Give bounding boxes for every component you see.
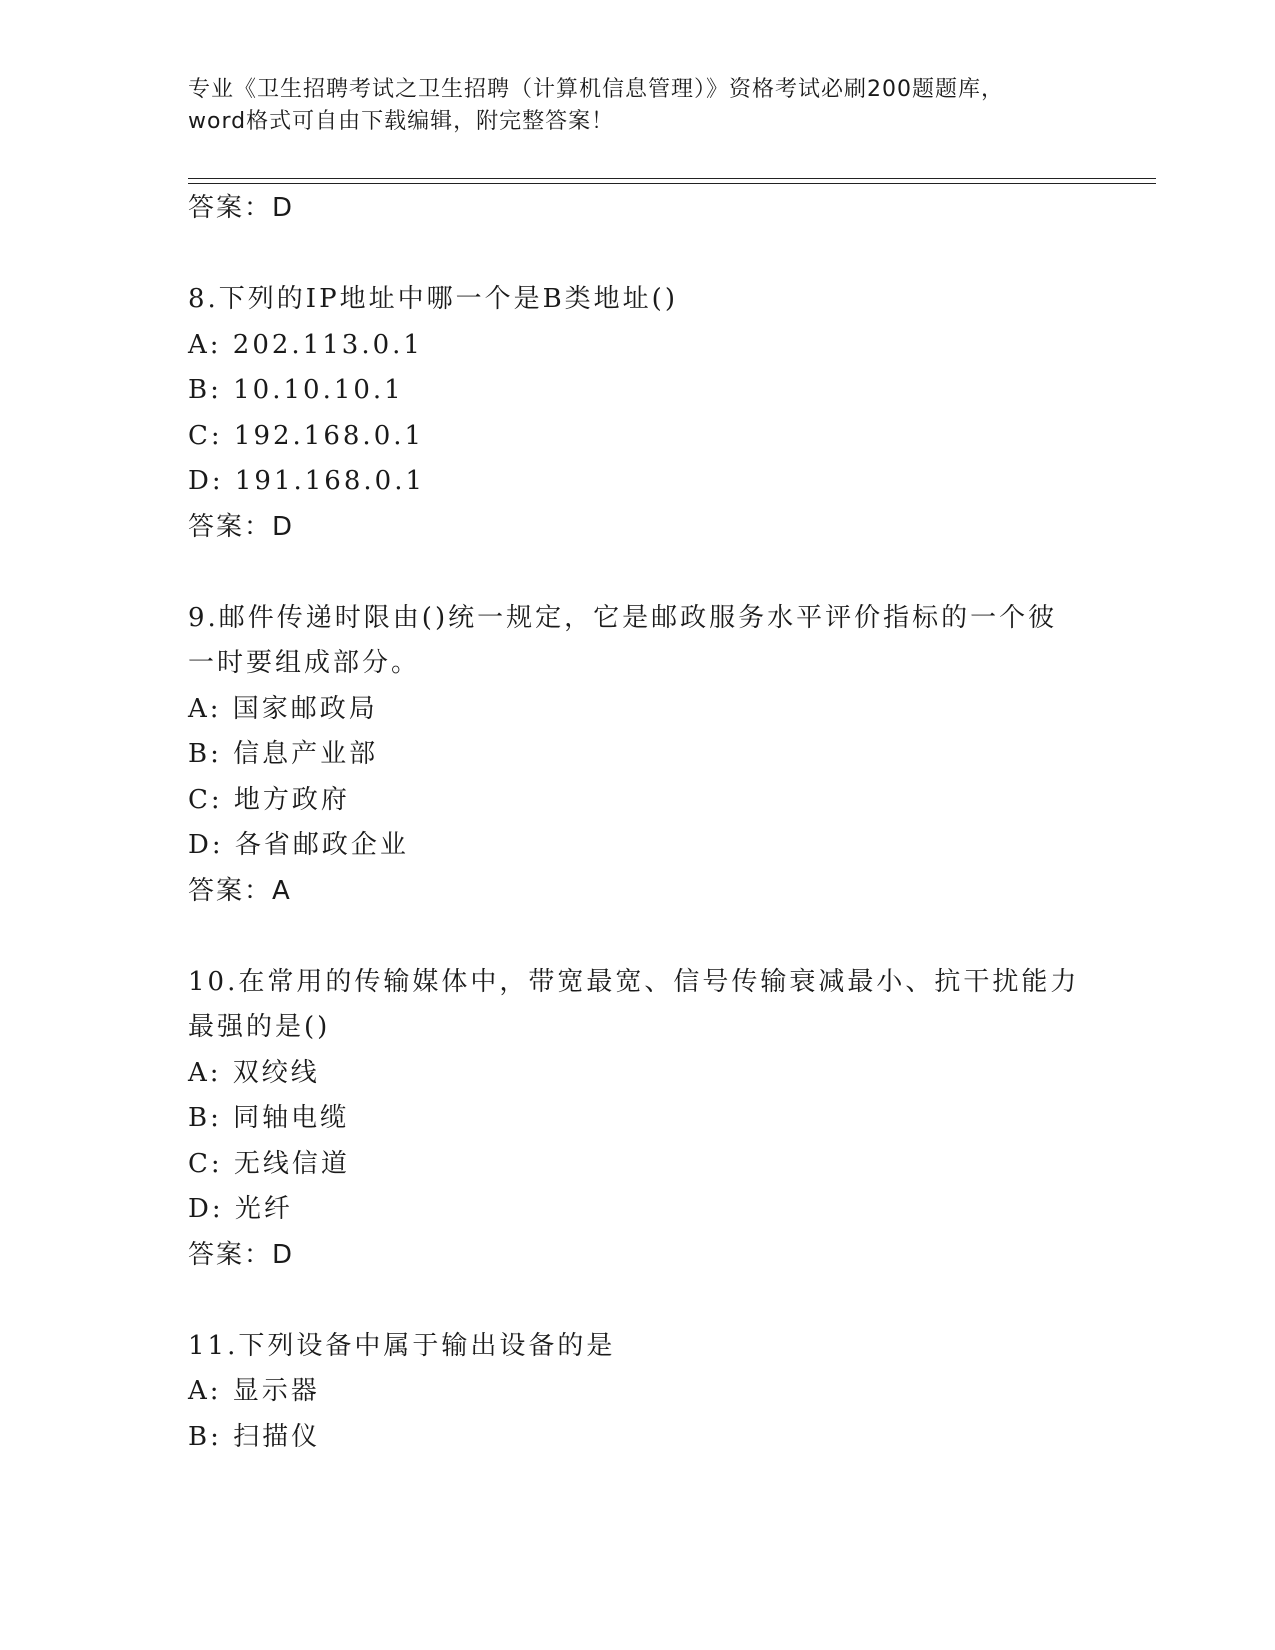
question-block xyxy=(188,277,1088,550)
option-b: B: 信息产业部 xyxy=(188,739,379,769)
question-block xyxy=(188,960,1088,1279)
section-gap xyxy=(188,232,1088,278)
option-c: C: 地方政府 xyxy=(188,784,350,815)
answer-line: 答案：D xyxy=(188,193,295,223)
option-b: B: 扫描仪 xyxy=(188,1421,321,1452)
header-divider-top xyxy=(188,178,1156,179)
answer-line: 答案：A xyxy=(188,875,292,906)
question-list xyxy=(188,186,1088,1460)
option-b: B: 同轴电缆 xyxy=(188,1103,350,1133)
option-c: C: 192.168.0.1 xyxy=(188,420,425,451)
section-gap xyxy=(188,1278,1088,1324)
question-stem: 11.下列设备中属于输出设备的是 xyxy=(188,1330,616,1361)
question-stem: 8.下列的IP地址中哪一个是B类地址() xyxy=(188,284,678,314)
section-gap xyxy=(188,550,1088,596)
question-stem-continued: 最强的是() xyxy=(188,1012,331,1042)
option-a: A: 202.113.0.1 xyxy=(188,329,423,360)
header-divider-bottom xyxy=(188,183,1156,184)
section-gap xyxy=(188,914,1088,960)
question-stem: 9.邮件传递时限由()统一规定，它是邮政服务水平评价指标的一个彼 xyxy=(188,602,1058,633)
question-stem: 10.在常用的传输媒体中，带宽最宽、信号传输衰减最小、抗干扰能力 xyxy=(188,966,1080,997)
answer-line: 答案：D xyxy=(188,1239,295,1270)
option-a: A: 国家邮政局 xyxy=(188,693,378,724)
option-c: C: 无线信道 xyxy=(188,1148,350,1179)
option-a: A: 双绞线 xyxy=(188,1057,320,1088)
option-d: D: 各省邮政企业 xyxy=(188,830,409,860)
question-stem-continued: 一时要组成部分。 xyxy=(188,648,421,678)
option-b: B: 10.10.10.1 xyxy=(188,375,404,405)
option-d: D: 191.168.0.1 xyxy=(188,466,425,496)
option-d: D: 光纤 xyxy=(188,1194,293,1224)
option-a: A: 显示器 xyxy=(188,1376,320,1406)
question-block xyxy=(188,1324,1088,1461)
answer-line: 答案：D xyxy=(188,511,295,542)
document-header xyxy=(188,74,1088,138)
header-line-2: word格式可自由下载编辑，附完整答案！ xyxy=(188,109,615,134)
question-block xyxy=(188,596,1088,915)
header-line-1: 专业《卫生招聘考试之卫生招聘（计算机信息管理）》资格考试必刷200题题库， xyxy=(188,77,1004,102)
